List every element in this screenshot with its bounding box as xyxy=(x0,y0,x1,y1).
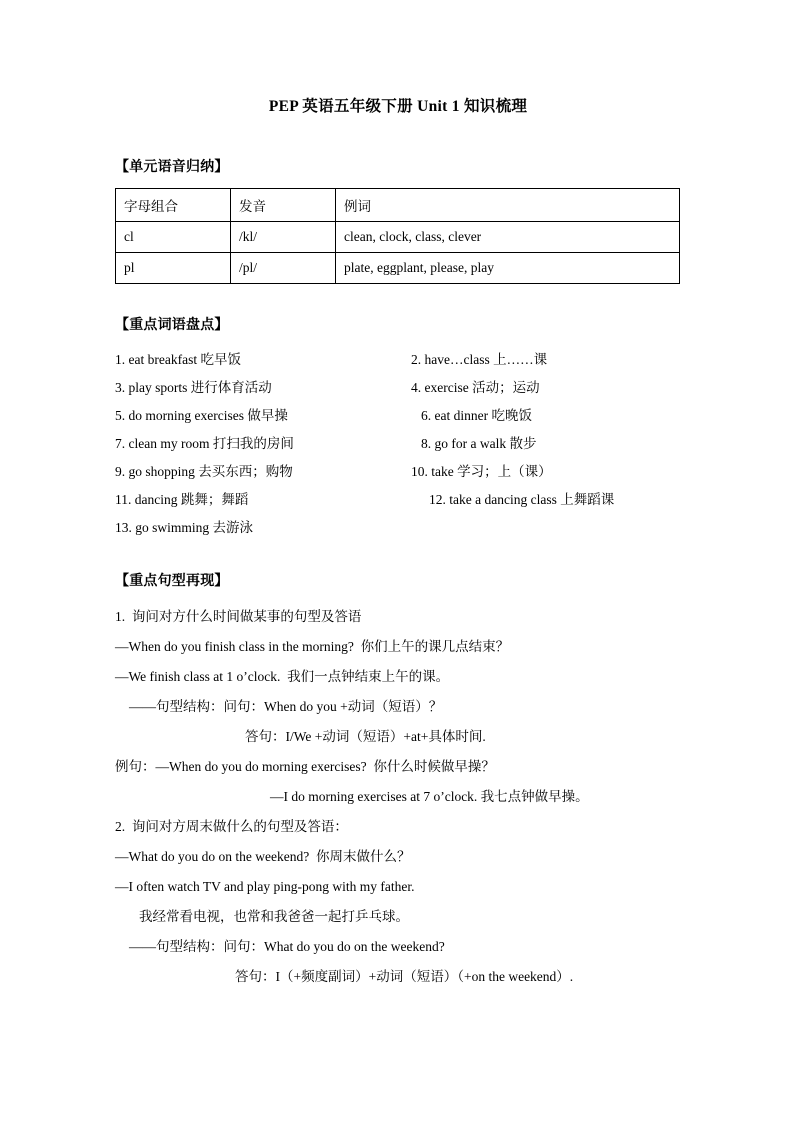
cell-letter-combo: pl xyxy=(116,253,231,284)
sentence-line: —I often watch TV and play ping-pong with my father. xyxy=(115,879,415,894)
vocab-entry-right: 12. take a dancing class 上舞蹈课 xyxy=(429,492,615,507)
table-row xyxy=(116,253,680,284)
sentence-line: 2. 询问对方周末做什么的句型及答语： xyxy=(115,819,348,834)
sentence-line: —When do you finish class in the morning? 你们上午的课几点结束？ xyxy=(115,639,510,654)
list-item xyxy=(115,346,681,374)
vocab-entry-left: 11. dancing 跳舞；舞蹈 xyxy=(115,492,249,507)
table-header-row xyxy=(116,189,680,222)
sentence-line: ——句型结构：问句：What do you do on the weekend? xyxy=(129,939,445,954)
list-item xyxy=(115,486,681,514)
sentence-line: —What do you do on the weekend? 你周末做什么？ xyxy=(115,849,411,864)
phonics-table xyxy=(115,188,680,284)
list-item xyxy=(115,430,681,458)
list-item xyxy=(115,402,681,430)
page-title: PEP 英语五年级下册 Unit 1 知识梳理 xyxy=(268,98,528,115)
cell-pronunciation: /pl/ xyxy=(231,253,336,284)
vocab-entry-left: 7. clean my room 打扫我的房间 xyxy=(115,436,294,451)
vocab-entry-right: 8. go for a walk 散步 xyxy=(421,436,537,451)
table-row xyxy=(116,222,680,253)
list-item xyxy=(115,458,681,486)
vocab-entry-right: 10. take 学习；上（课） xyxy=(411,464,552,479)
sentence-line: 1. 询问对方什么时间做某事的句型及答语 xyxy=(115,609,362,624)
section-heading-vocabulary: 【重点词语盘点】 xyxy=(115,318,229,333)
vocab-entry-left: 1. eat breakfast 吃早饭 xyxy=(115,352,241,367)
vocab-entry-right: 6. eat dinner 吃晚饭 xyxy=(421,408,532,423)
cell-letter-combo: cl xyxy=(116,222,231,253)
list-item xyxy=(115,514,681,542)
section-heading-phonics: 【单元语音归纳】 xyxy=(115,160,229,175)
sentence-line: —We finish class at 1 o’clock. 我们一点钟结束上午的课。 xyxy=(115,669,450,684)
vocab-entry-left: 5. do morning exercises 做早操 xyxy=(115,408,288,423)
cell-pronunciation: /kl/ xyxy=(231,222,336,253)
sentence-line: 答句：I（+频度副词）+动词（短语）（+on the weekend）. xyxy=(235,969,574,984)
sentence-line: 答句：I/We +动词（短语）+at+具体时间. xyxy=(245,729,486,744)
vocabulary-list xyxy=(115,346,681,542)
section-heading-sentences: 【重点句型再现】 xyxy=(115,574,229,589)
cell-examples: clean, clock, class, clever xyxy=(336,222,680,253)
sentence-line: ——句型结构：问句：When do you +动词（短语）？ xyxy=(129,699,443,714)
cell-examples: plate, eggplant, please, play xyxy=(336,253,680,284)
vocab-entry-left: 13. go swimming 去游泳 xyxy=(115,520,254,535)
sentence-line: 例句：—When do you do morning exercises? 你什么时候做早操？ xyxy=(115,759,495,774)
sentence-pattern-list xyxy=(115,602,681,992)
vocab-entry-left: 9. go shopping 去买东西；购物 xyxy=(115,464,293,479)
list-item xyxy=(115,374,681,402)
vocab-entry-left: 3. play sports 进行体育活动 xyxy=(115,380,272,395)
column-header-examples: 例词 xyxy=(336,189,680,222)
sentence-line: 我经常看电视，也常和我爸爸一起打乒乓球。 xyxy=(139,909,409,924)
sentence-line: —I do morning exercises at 7 o’clock. 我七点钟做早操。 xyxy=(270,789,589,804)
vocab-entry-right: 2. have…class 上……课 xyxy=(411,352,548,367)
vocab-entry-right: 4. exercise 活动；运动 xyxy=(411,380,540,395)
column-header-pronunciation: 发音 xyxy=(231,189,336,222)
column-header-letter-combo: 字母组合 xyxy=(116,189,231,222)
vocab-entry-right xyxy=(405,514,681,542)
